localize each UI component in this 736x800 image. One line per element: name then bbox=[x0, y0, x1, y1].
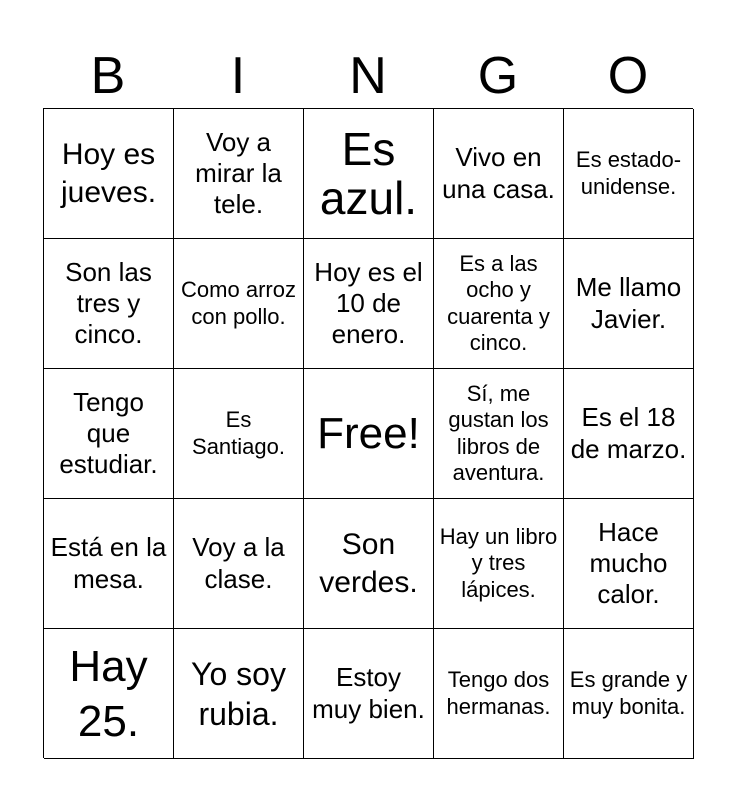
cell-text: Hoy es jueves. bbox=[60, 138, 157, 209]
cell-text: Como arroz con pollo. bbox=[181, 277, 296, 329]
header-letter-g: G bbox=[477, 47, 519, 105]
bingo-cell-free[interactable] bbox=[304, 369, 434, 499]
bingo-cell-r2-c3[interactable] bbox=[304, 239, 434, 369]
bingo-cell-r3-c5[interactable] bbox=[564, 369, 694, 499]
bingo-cell-r5-c5[interactable] bbox=[564, 629, 694, 759]
bingo-cell-r3-c1[interactable] bbox=[44, 369, 174, 499]
cell-text: Me llamo Javier. bbox=[575, 272, 682, 334]
bingo-cell-r3-c4[interactable] bbox=[434, 369, 564, 499]
bingo-cell-r3-c2[interactable] bbox=[174, 369, 304, 499]
cell-text: Son verdes. bbox=[319, 528, 418, 599]
bingo-cell-r2-c5[interactable] bbox=[564, 239, 694, 369]
bingo-cell-r1-c3[interactable] bbox=[304, 109, 434, 239]
bingo-cell-r1-c2[interactable] bbox=[174, 109, 304, 239]
bingo-cell-r1-c1[interactable] bbox=[44, 109, 174, 239]
bingo-cell-r4-c2[interactable] bbox=[174, 499, 304, 629]
bingo-cell-r2-c4[interactable] bbox=[434, 239, 564, 369]
cell-text: Estoy muy bien. bbox=[312, 662, 425, 724]
bingo-cell-r4-c4[interactable] bbox=[434, 499, 564, 629]
free-space-text: Free! bbox=[317, 409, 420, 458]
cell-text: Es estado-unidense. bbox=[575, 147, 682, 199]
bingo-cell-r5-c3[interactable] bbox=[304, 629, 434, 759]
cell-text: Yo soy rubia. bbox=[191, 655, 286, 732]
cell-text: Voy a la clase. bbox=[192, 532, 285, 594]
bingo-cell-r1-c4[interactable] bbox=[434, 109, 564, 239]
cell-text: Vivo en una casa. bbox=[442, 142, 555, 204]
bingo-cell-r5-c1[interactable] bbox=[44, 629, 174, 759]
bingo-cell-r4-c3[interactable] bbox=[304, 499, 434, 629]
bingo-cell-r1-c5[interactable] bbox=[564, 109, 694, 239]
bingo-grid bbox=[43, 108, 693, 758]
bingo-header bbox=[43, 44, 693, 108]
header-letter-b: B bbox=[90, 47, 126, 105]
cell-text: Son las tres y cinco. bbox=[65, 256, 152, 350]
header-letter-o: O bbox=[607, 47, 649, 105]
cell-text: Tengo que estudiar. bbox=[59, 386, 158, 480]
cell-text: Hay 25. bbox=[69, 641, 148, 746]
bingo-cell-r2-c1[interactable] bbox=[44, 239, 174, 369]
bingo-cell-r4-c1[interactable] bbox=[44, 499, 174, 629]
bingo-cell-r4-c5[interactable] bbox=[564, 499, 694, 629]
cell-text: Es azul. bbox=[319, 123, 418, 224]
cell-text: Es el 18 de marzo. bbox=[570, 402, 687, 464]
header-letter-i: I bbox=[230, 47, 246, 105]
cell-text: Es a las ocho y cuarenta y cinco. bbox=[447, 250, 550, 355]
cell-text: Hay un libro y tres lápices. bbox=[439, 523, 558, 602]
bingo-cell-r5-c2[interactable] bbox=[174, 629, 304, 759]
cell-text: Hace mucho calor. bbox=[589, 516, 668, 610]
cell-text: Es grande y muy bonita. bbox=[569, 667, 688, 719]
cell-text: Es Santiago. bbox=[192, 407, 285, 459]
header-letter-n: N bbox=[349, 47, 387, 105]
bingo-cell-r2-c2[interactable] bbox=[174, 239, 304, 369]
bingo-cell-r5-c4[interactable] bbox=[434, 629, 564, 759]
cell-text: Sí, me gustan los libros de aventura. bbox=[448, 380, 549, 485]
cell-text: Está en la mesa. bbox=[50, 532, 167, 594]
cell-text: Tengo dos hermanas. bbox=[446, 667, 551, 719]
cell-text: Hoy es el 10 de enero. bbox=[314, 256, 423, 350]
cell-text: Voy a mirar la tele. bbox=[195, 126, 282, 220]
